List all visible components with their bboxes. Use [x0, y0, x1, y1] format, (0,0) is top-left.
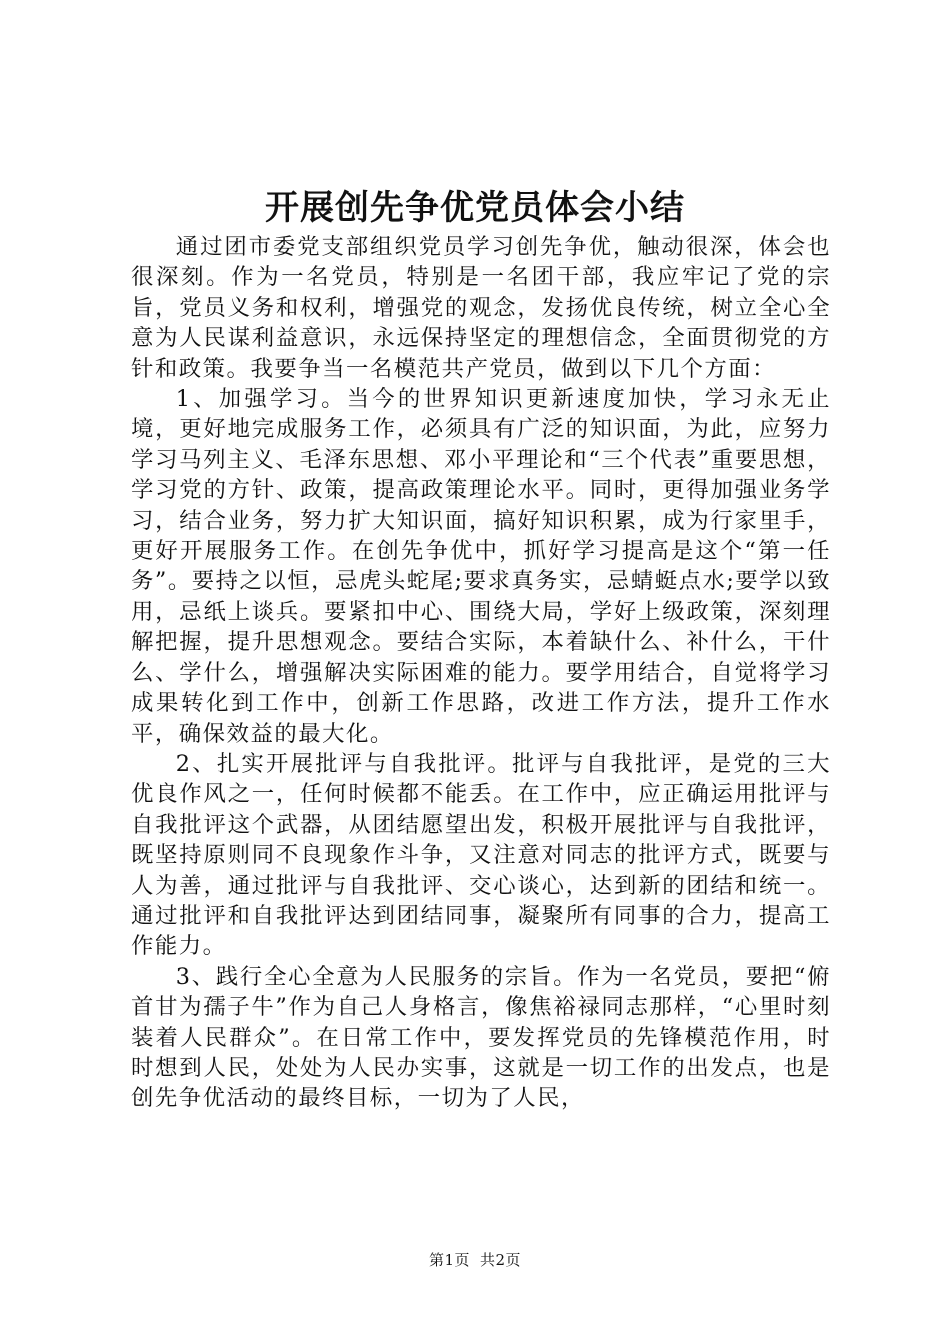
page-footer — [0, 1250, 950, 1270]
page-number: 第1页 — [428, 1251, 470, 1269]
document-body — [131, 232, 831, 1114]
paragraph-2-criticism: 2、扎实开展批评与自我批评。批评与自我批评，是党的三大优良作风之一，任何时候都不能丢。在工作中，应正确运用批评与自我批评这个武器，从团结愿望出发，积极开展批评与自我批评，既坚持原则同不良现象作斗争，又注意对同志的批评方式，既要与人为善，通过批评与自我批评、交心谈心，达到新的团结和统一。通过批评和自我批评达到团结同事，凝聚所有同事的合力，提高工作能力。 — [131, 750, 831, 960]
paragraph-1-study: 1、加强学习。当今的世界知识更新速度加快，学习永无止境，更好地完成服务工作，必须具有广泛的知识面，为此，应努力学习马列主义、毛泽东思想、邓小平理论和“三个代表”重要思想，学习党的方针、政策，提高政策理论水平。同时，更得加强业务学习，结合业务，努力扩大知识面，搞好知识积累，成为行家里手，更好开展服务工作。在创先争优中，抓好学习提高是这个“第一任务”。要持之以恒，忌虎头蛇尾;要求真务实，忌蜻蜓点水;要学以致用，忌纸上谈兵。要紧扣中心、围绕大局，学好上级政策，深刻理解把握，提升思想观念。要结合实际，本着缺什么、补什么，干什么、学什么，增强解决实际困难的能力。要学用结合，自觉将学习成果转化到工作中，创新工作思路，改进工作方法，提升工作水平，确保效益的最大化。 — [131, 386, 831, 747]
page-total: 共2页 — [480, 1251, 522, 1269]
paragraph-intro: 通过团市委党支部组织党员学习创先争优，触动很深，体会也很深刻。作为一名党员，特别是一名团干部，我应牢记了党的宗旨，党员义务和权利，增强党的观念，发扬优良传统，树立全心全意为人民谋利益意识，永远保持坚定的理想信念，全面贯彻党的方针和政策。我要争当一名模范共产党员，做到以下几个方面： — [131, 234, 831, 382]
paragraph-3-service: 3、践行全心全意为人民服务的宗旨。作为一名党员，要把“俯首甘为孺子牛”作为自己人身格言，像焦裕禄同志那样，“心里时刻装着人民群众”。在日常工作中，要发挥党员的先锋模范作用，时时想到人民，处处为人民办实事，这就是一切工作的出发点，也是创先争优活动的最终目标，一切为了人民， — [131, 963, 831, 1112]
document-title: 开展创先争优党员体会小结 — [265, 188, 685, 228]
